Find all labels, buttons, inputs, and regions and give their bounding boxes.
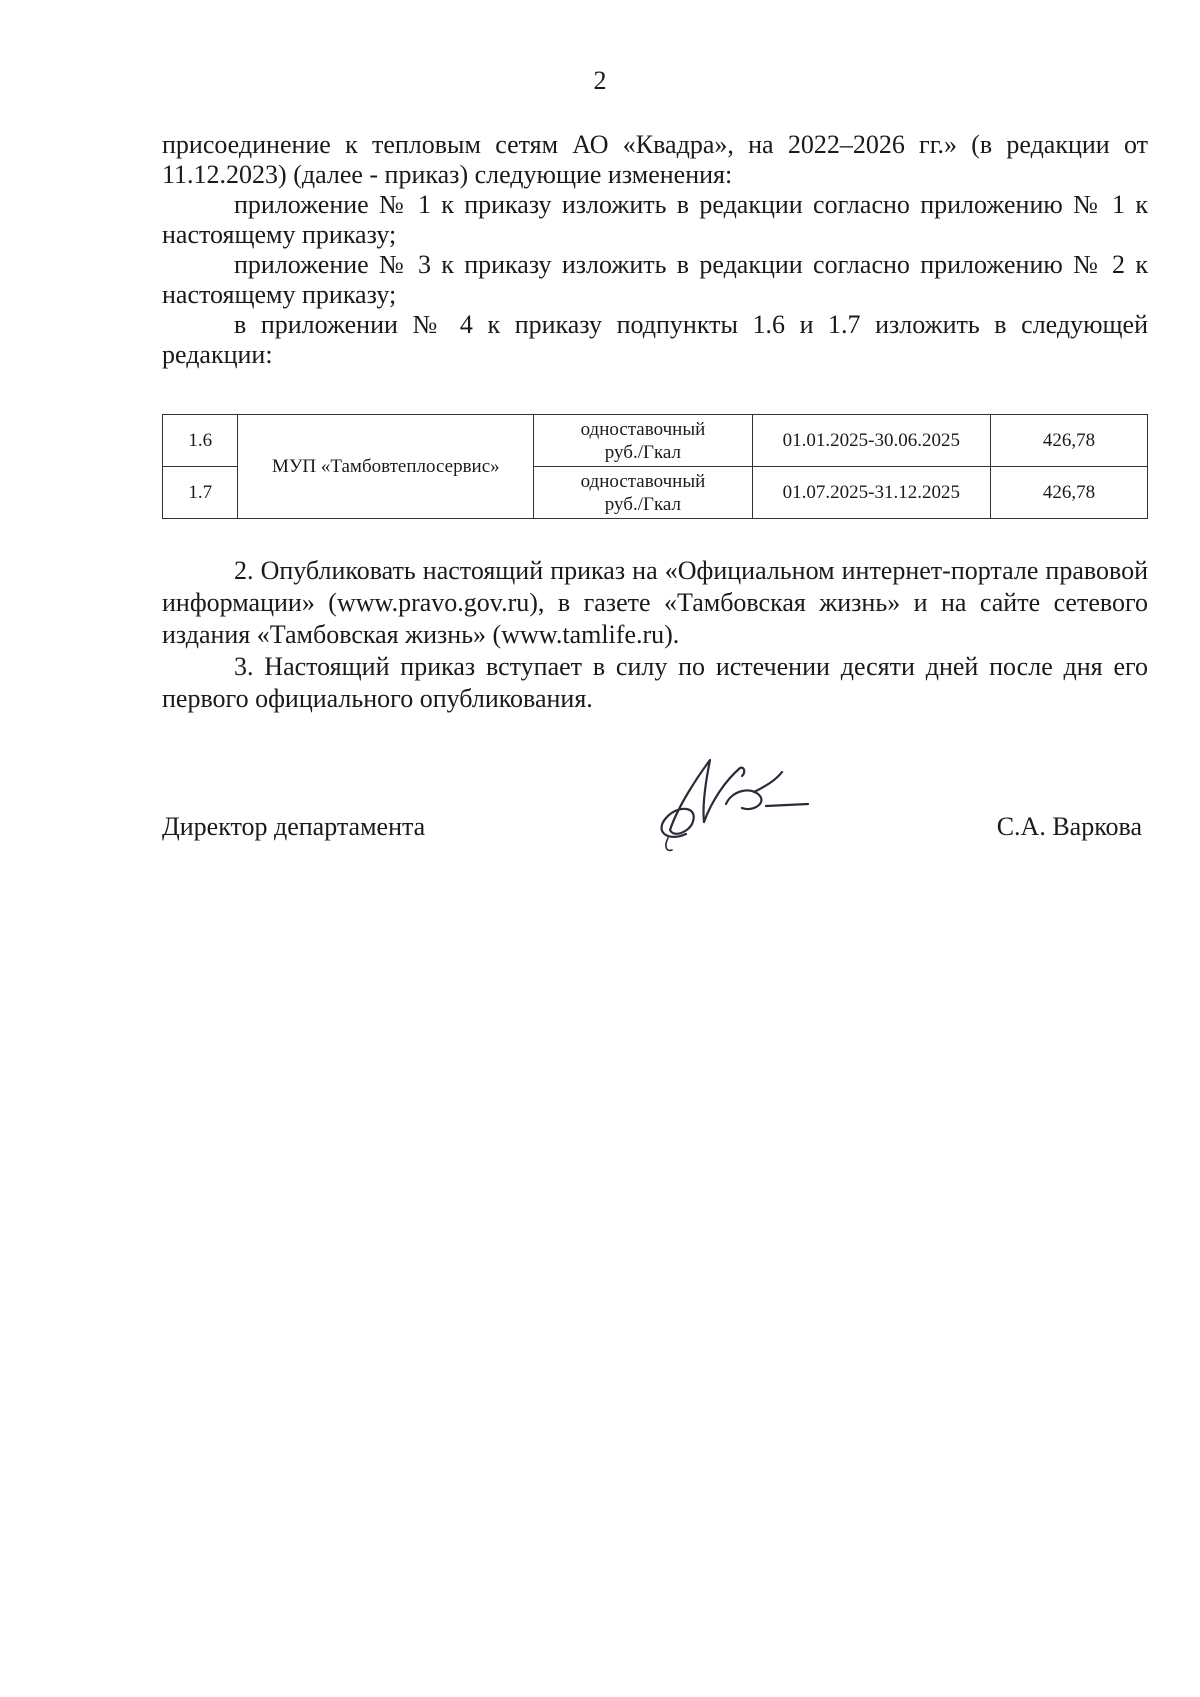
paragraph-intro bbox=[162, 130, 1148, 190]
row-number: 1.7 bbox=[163, 467, 238, 519]
value-cell: 426,78 bbox=[991, 467, 1148, 519]
tariff-type-cell bbox=[534, 467, 752, 519]
amendments-text bbox=[162, 130, 1148, 370]
paragraph-appendix-3: приложение № 3 к приказу изложить в редакции согласно приложению № 2 к настоящему приказу; bbox=[162, 250, 1148, 309]
tariff-unit: руб./Гкал bbox=[604, 441, 682, 463]
tariff-unit: руб./Гкал bbox=[604, 493, 682, 515]
signatory-title: Директор департамента bbox=[162, 812, 426, 841]
paragraph-appendix-4: в приложении № 4 к приказу подпункты 1.6 и 1.7 изложить в следующей редакции: bbox=[162, 310, 1148, 369]
signatory-name: С.А. Варкова bbox=[996, 812, 1142, 841]
paragraph-entry-into-force: 3. Настоящий приказ вступает в силу по истечении десяти дней после дня его первого официального опубликования. bbox=[162, 652, 1148, 713]
period-cell: 01.01.2025-30.06.2025 bbox=[752, 415, 990, 467]
page-number: 2 bbox=[593, 66, 607, 95]
handwritten-signature bbox=[648, 746, 818, 856]
publication-text bbox=[162, 555, 1148, 715]
table-row bbox=[163, 415, 1148, 467]
intro-text: присоединение к тепловым сетям АО «Квадра», на 2022–2026 гг.» (в редакции от 11.12.2023) (далее - приказ) следующие изменения: bbox=[162, 130, 1148, 189]
row-number: 1.6 bbox=[163, 415, 238, 467]
paragraph-appendix-1: приложение № 1 к приказу изложить в редакции согласно приложению № 1 к настоящему приказу; bbox=[162, 190, 1148, 249]
paragraph-publication: 2. Опубликовать настоящий приказ на «Официальном интернет-портале правовой информации» (www.pravo.gov.ru), в газете «Тамбовская жизнь» и на сайте сетевого издания «Тамбовская жизнь» (www.tamlife.ru). bbox=[162, 556, 1148, 649]
tariff-type: одноставочный bbox=[580, 470, 706, 492]
tariff-type: одноставочный bbox=[580, 418, 706, 440]
tariff-table bbox=[162, 414, 1148, 519]
organization-cell: МУП «Тамбовтеплосервис» bbox=[238, 415, 534, 519]
tariff-type-cell bbox=[534, 415, 752, 467]
period-cell: 01.07.2025-31.12.2025 bbox=[752, 467, 990, 519]
value-cell: 426,78 bbox=[991, 415, 1148, 467]
